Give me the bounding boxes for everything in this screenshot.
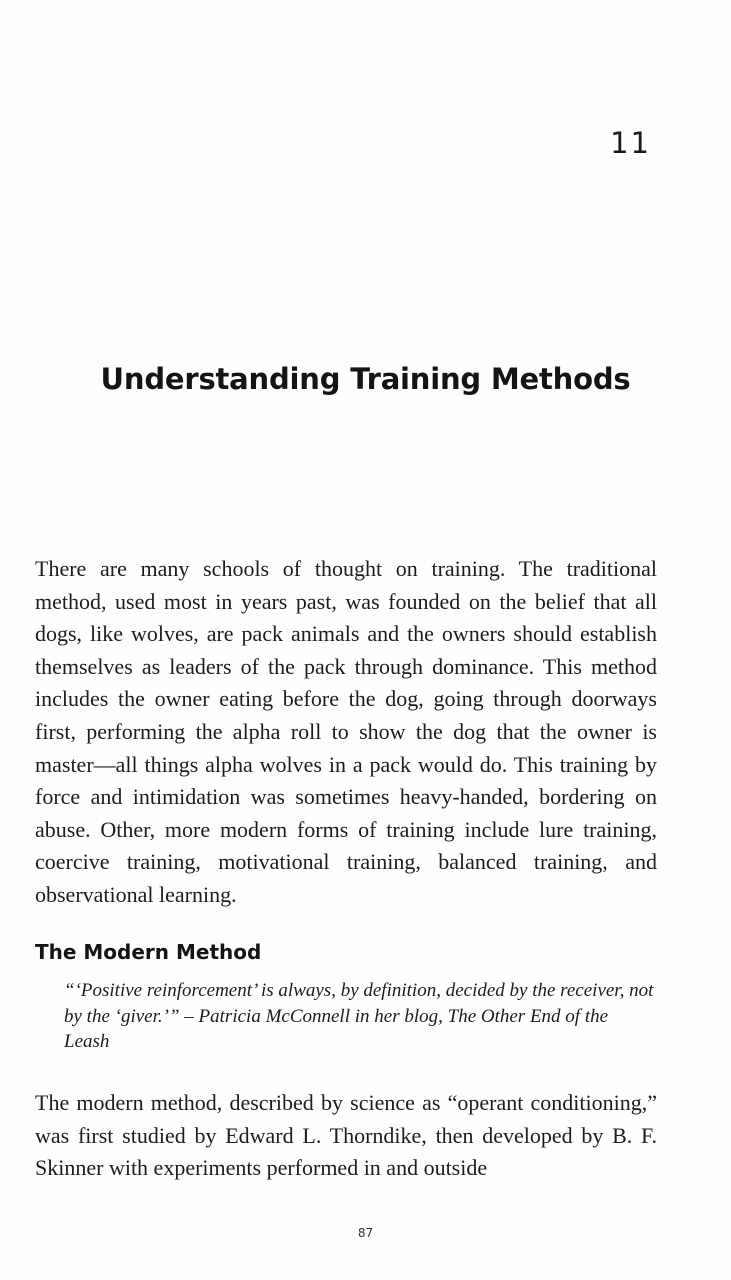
body-paragraph: There are many schools of thought on training. The traditional method, used most in years past, was founded on the belief that all dogs, like wolves, are pack animals and the owners should establish themselves as leaders of the pack through dominance. This method includes the owner eating before the dog, going through doorways first, performing the alpha roll to show the dog that the owner is master—all things alpha wolves in a pack would do. This training by force and intimidation was sometimes heavy-handed, bordering on abuse. Other, more modern forms of training include lure training, coercive training, motivational training, balanced training, and observational learning. [35, 556, 657, 907]
section-paragraph: The modern method, described by science as “operant conditioning,” was first studied by Edward L. Thorndike, then developed by B. F. Skinner with experiments performed in and outside [35, 1090, 657, 1181]
page-number: 87 [357, 1226, 374, 1240]
section-heading: The Modern Method [35, 940, 262, 964]
chapter-number: 11 [610, 126, 651, 160]
chapter-title: Understanding Training Methods [100, 362, 631, 396]
epigraph-quote: “‘Positive reinforcement’ is always, by definition, decided by the receiver, not by the ‘giver.’” – Patricia McConnell in her blog, The Other End of the Leash [64, 980, 654, 1052]
